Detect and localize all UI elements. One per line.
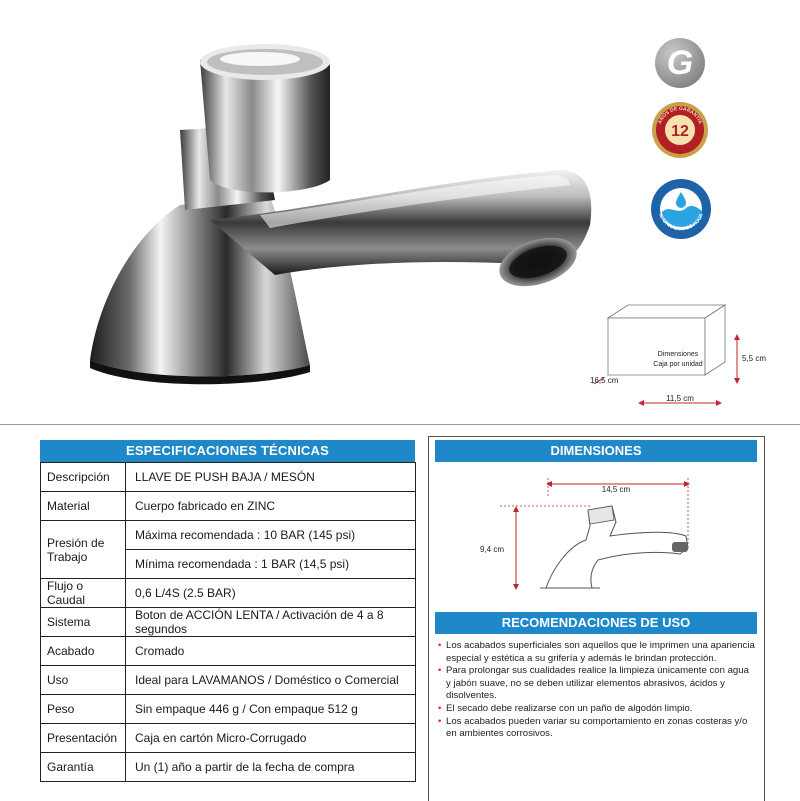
warranty-ring-text: AÑOS DE GARANTÍA bbox=[657, 105, 703, 125]
box-dimensions-diagram bbox=[590, 300, 770, 415]
row-value: Mínima recomendada : 1 BAR (14,5 psi) bbox=[126, 550, 416, 579]
row-value: Máxima recomendada : 10 BAR (145 psi) bbox=[126, 521, 416, 550]
row-label: Garantía bbox=[41, 753, 126, 782]
box-height-label: 5,5 cm bbox=[742, 354, 767, 363]
row-value: Ideal para LAVAMANOS / Doméstico o Comercial bbox=[126, 666, 416, 695]
table-row bbox=[41, 521, 416, 550]
row-value: Un (1) año a partir de la fecha de compra bbox=[126, 753, 416, 782]
dimensions-title: DIMENSIONES bbox=[435, 440, 757, 462]
table-row bbox=[41, 666, 416, 695]
dim-width-label: 14,5 cm bbox=[601, 485, 631, 494]
table-row bbox=[41, 637, 416, 666]
specs-table bbox=[40, 462, 416, 782]
row-value: Sin empaque 446 g / Con empaque 512 g bbox=[126, 695, 416, 724]
row-label: Peso bbox=[41, 695, 126, 724]
brand-letter: G bbox=[666, 44, 694, 82]
row-label: Descripción bbox=[41, 463, 126, 492]
table-row bbox=[41, 579, 416, 608]
row-value: Cromado bbox=[126, 637, 416, 666]
recommendations-list bbox=[438, 640, 756, 741]
table-row bbox=[41, 608, 416, 637]
box-label-line1: Dimensiones bbox=[657, 351, 699, 358]
faucet-side-diagram bbox=[440, 470, 760, 605]
water-saver-seal bbox=[650, 178, 712, 240]
row-label: Uso bbox=[41, 666, 126, 695]
brand-g-logo bbox=[655, 38, 705, 88]
list-item: • El secado debe realizarse con un paño de algodón limpio. bbox=[438, 703, 756, 716]
section-divider bbox=[0, 424, 800, 425]
row-label: Presión de Trabajo bbox=[41, 521, 126, 579]
row-label: Acabado bbox=[41, 637, 126, 666]
row-label: Sistema bbox=[41, 608, 126, 637]
list-item: • Los acabados superficiales son aquellos que le imprimen una apariencia especial y estética a su grifería y además le brindan protección. bbox=[438, 640, 756, 665]
row-value: 0,6 L/4S (2.5 BAR) bbox=[126, 579, 416, 608]
table-row bbox=[41, 463, 416, 492]
specs-title: ESPECIFICACIONES TÉCNICAS bbox=[40, 440, 415, 462]
list-item: • Para prolongar sus cualidades realice la limpieza únicamente con agua y jabón suave, no se deben utilizar elementos abrasivos, ácidos y disolventes. bbox=[438, 665, 756, 703]
box-width-label: 11,5 cm bbox=[666, 394, 694, 403]
table-row bbox=[41, 724, 416, 753]
faucet-product-image bbox=[60, 30, 620, 400]
warranty-number: 12 bbox=[671, 123, 689, 140]
table-row bbox=[41, 492, 416, 521]
row-value: Cuerpo fabricado en ZINC bbox=[126, 492, 416, 521]
row-value: Boton de ACCIÓN LENTA / Activación de 4 a 8 segundos bbox=[126, 608, 416, 637]
box-label-line2: Caja por unidad bbox=[653, 361, 703, 368]
warranty-12-years-seal bbox=[650, 100, 710, 160]
table-row bbox=[41, 753, 416, 782]
row-value: LLAVE DE PUSH BAJA / MESÓN bbox=[126, 463, 416, 492]
row-label: Presentación bbox=[41, 724, 126, 753]
recommendations-title: RECOMENDACIONES DE USO bbox=[435, 612, 757, 634]
row-label: Flujo o Caudal bbox=[41, 579, 126, 608]
box-depth-label: 16,5 cm bbox=[590, 376, 619, 385]
row-label: Material bbox=[41, 492, 126, 521]
water-seal-text: AHORRADOR DE AGUA bbox=[657, 212, 705, 233]
list-item: • Los acabados pueden variar su comportamiento en zonas costeras y/o en ambientes corrosivos. bbox=[438, 716, 756, 741]
dim-height-label: 9,4 cm bbox=[479, 545, 504, 554]
table-row bbox=[41, 695, 416, 724]
row-value: Caja en cartón Micro-Corrugado bbox=[126, 724, 416, 753]
